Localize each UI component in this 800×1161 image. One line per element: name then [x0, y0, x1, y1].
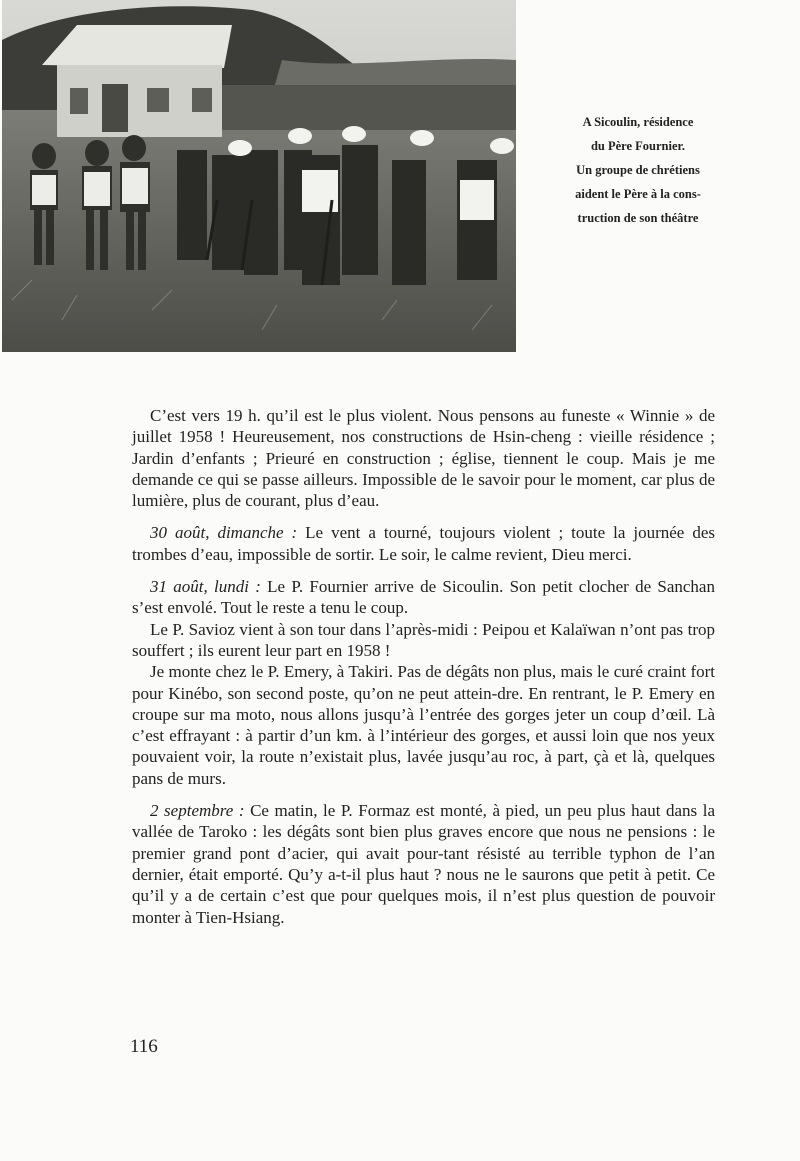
- caption-line: truction de son théâtre: [577, 211, 699, 225]
- caption-line: aident le Père à la cons-: [575, 187, 701, 201]
- article-body: [132, 405, 715, 928]
- paragraph-text: Le vent a tourné, toujours violent ; toute la journée des trombes d’eau, impossible de sortir. Le soir, le calme revient, Dieu merci.: [132, 523, 715, 564]
- paragraph: [132, 619, 715, 662]
- photo-group-of-christians: [2, 0, 516, 352]
- paragraph-text: Le P. Savioz vient à son tour dans l’après-midi : Peipou et Kalaïwan n’ont pas trop souffert ; ils eurent leur part en 1958 !: [132, 619, 715, 660]
- paragraph: [132, 661, 715, 789]
- paragraph-text: Le P. Fournier arrive de Sicoulin. Son petit clocher de Sanchan s’est envolé. Tout le reste a tenu le coup.: [132, 577, 715, 618]
- paragraph-text: Ce matin, le P. Formaz est monté, à pied, un peu plus haut dans la vallée de Taroko : les dégâts sont bien plus graves encore que nous ne pensions : le premier grand pont d’acier, qui avait pour-tant résisté au terrible typhon de l’an dernier, était emporté. Qu’y a-t-il plus haut ? nous ne le saurons que petit à petit. Ce qu’il y a de certain c’est que pour quelques mois, il n’est plus question de pouvoir monter à Tien-Hsiang.: [132, 801, 715, 927]
- date-heading: 30 août, dimanche :: [150, 523, 298, 543]
- paragraph: [132, 522, 715, 565]
- paragraph: [132, 405, 715, 511]
- page-number: 116: [130, 1036, 158, 1057]
- paragraph: [132, 800, 715, 928]
- paragraph-text: C’est vers 19 h. qu’il est le plus violent. Nous pensons au funeste « Winnie » de juillet 1958 ! Heureusement, nos constructions de Hsin-cheng : vieille résidence ; Jardin d’enfants ; Prieuré en construction ; église, tiennent le coup. Mais je me demande ce qui se passe ailleurs. Impossible de le savoir pour le moment, car plus de lumière, plus de courant, plus d’eau.: [132, 406, 715, 511]
- caption-line: Un groupe de chrétiens: [576, 163, 700, 177]
- paragraph-text: Je monte chez le P. Emery, à Takiri. Pas de dégâts non plus, mais le curé craint fort pour Kinébo, son second poste, qu’on ne peut attein-dre. En rentrant, le P. Emery en croupe sur ma moto, nous allons jusqu’à l’entrée des gorges jeter un coup d’œil. Là c’est effrayant : à partir d’un km. à l’intérieur des gorges, et aussi loin que nos yeux pouvaient voir, la route n’existait plus, lavée jusqu’au roc, à part, çà et là, quelques pans de murs.: [132, 662, 715, 788]
- caption-line: A Sicoulin, résidence: [582, 115, 694, 129]
- photo-icon: [2, 0, 516, 352]
- date-heading: 2 septembre :: [150, 801, 245, 821]
- paragraph: [132, 576, 715, 619]
- date-heading: 31 août, lundi :: [150, 577, 261, 597]
- photo-caption: [552, 110, 724, 230]
- caption-line: du Père Fournier.: [590, 139, 686, 153]
